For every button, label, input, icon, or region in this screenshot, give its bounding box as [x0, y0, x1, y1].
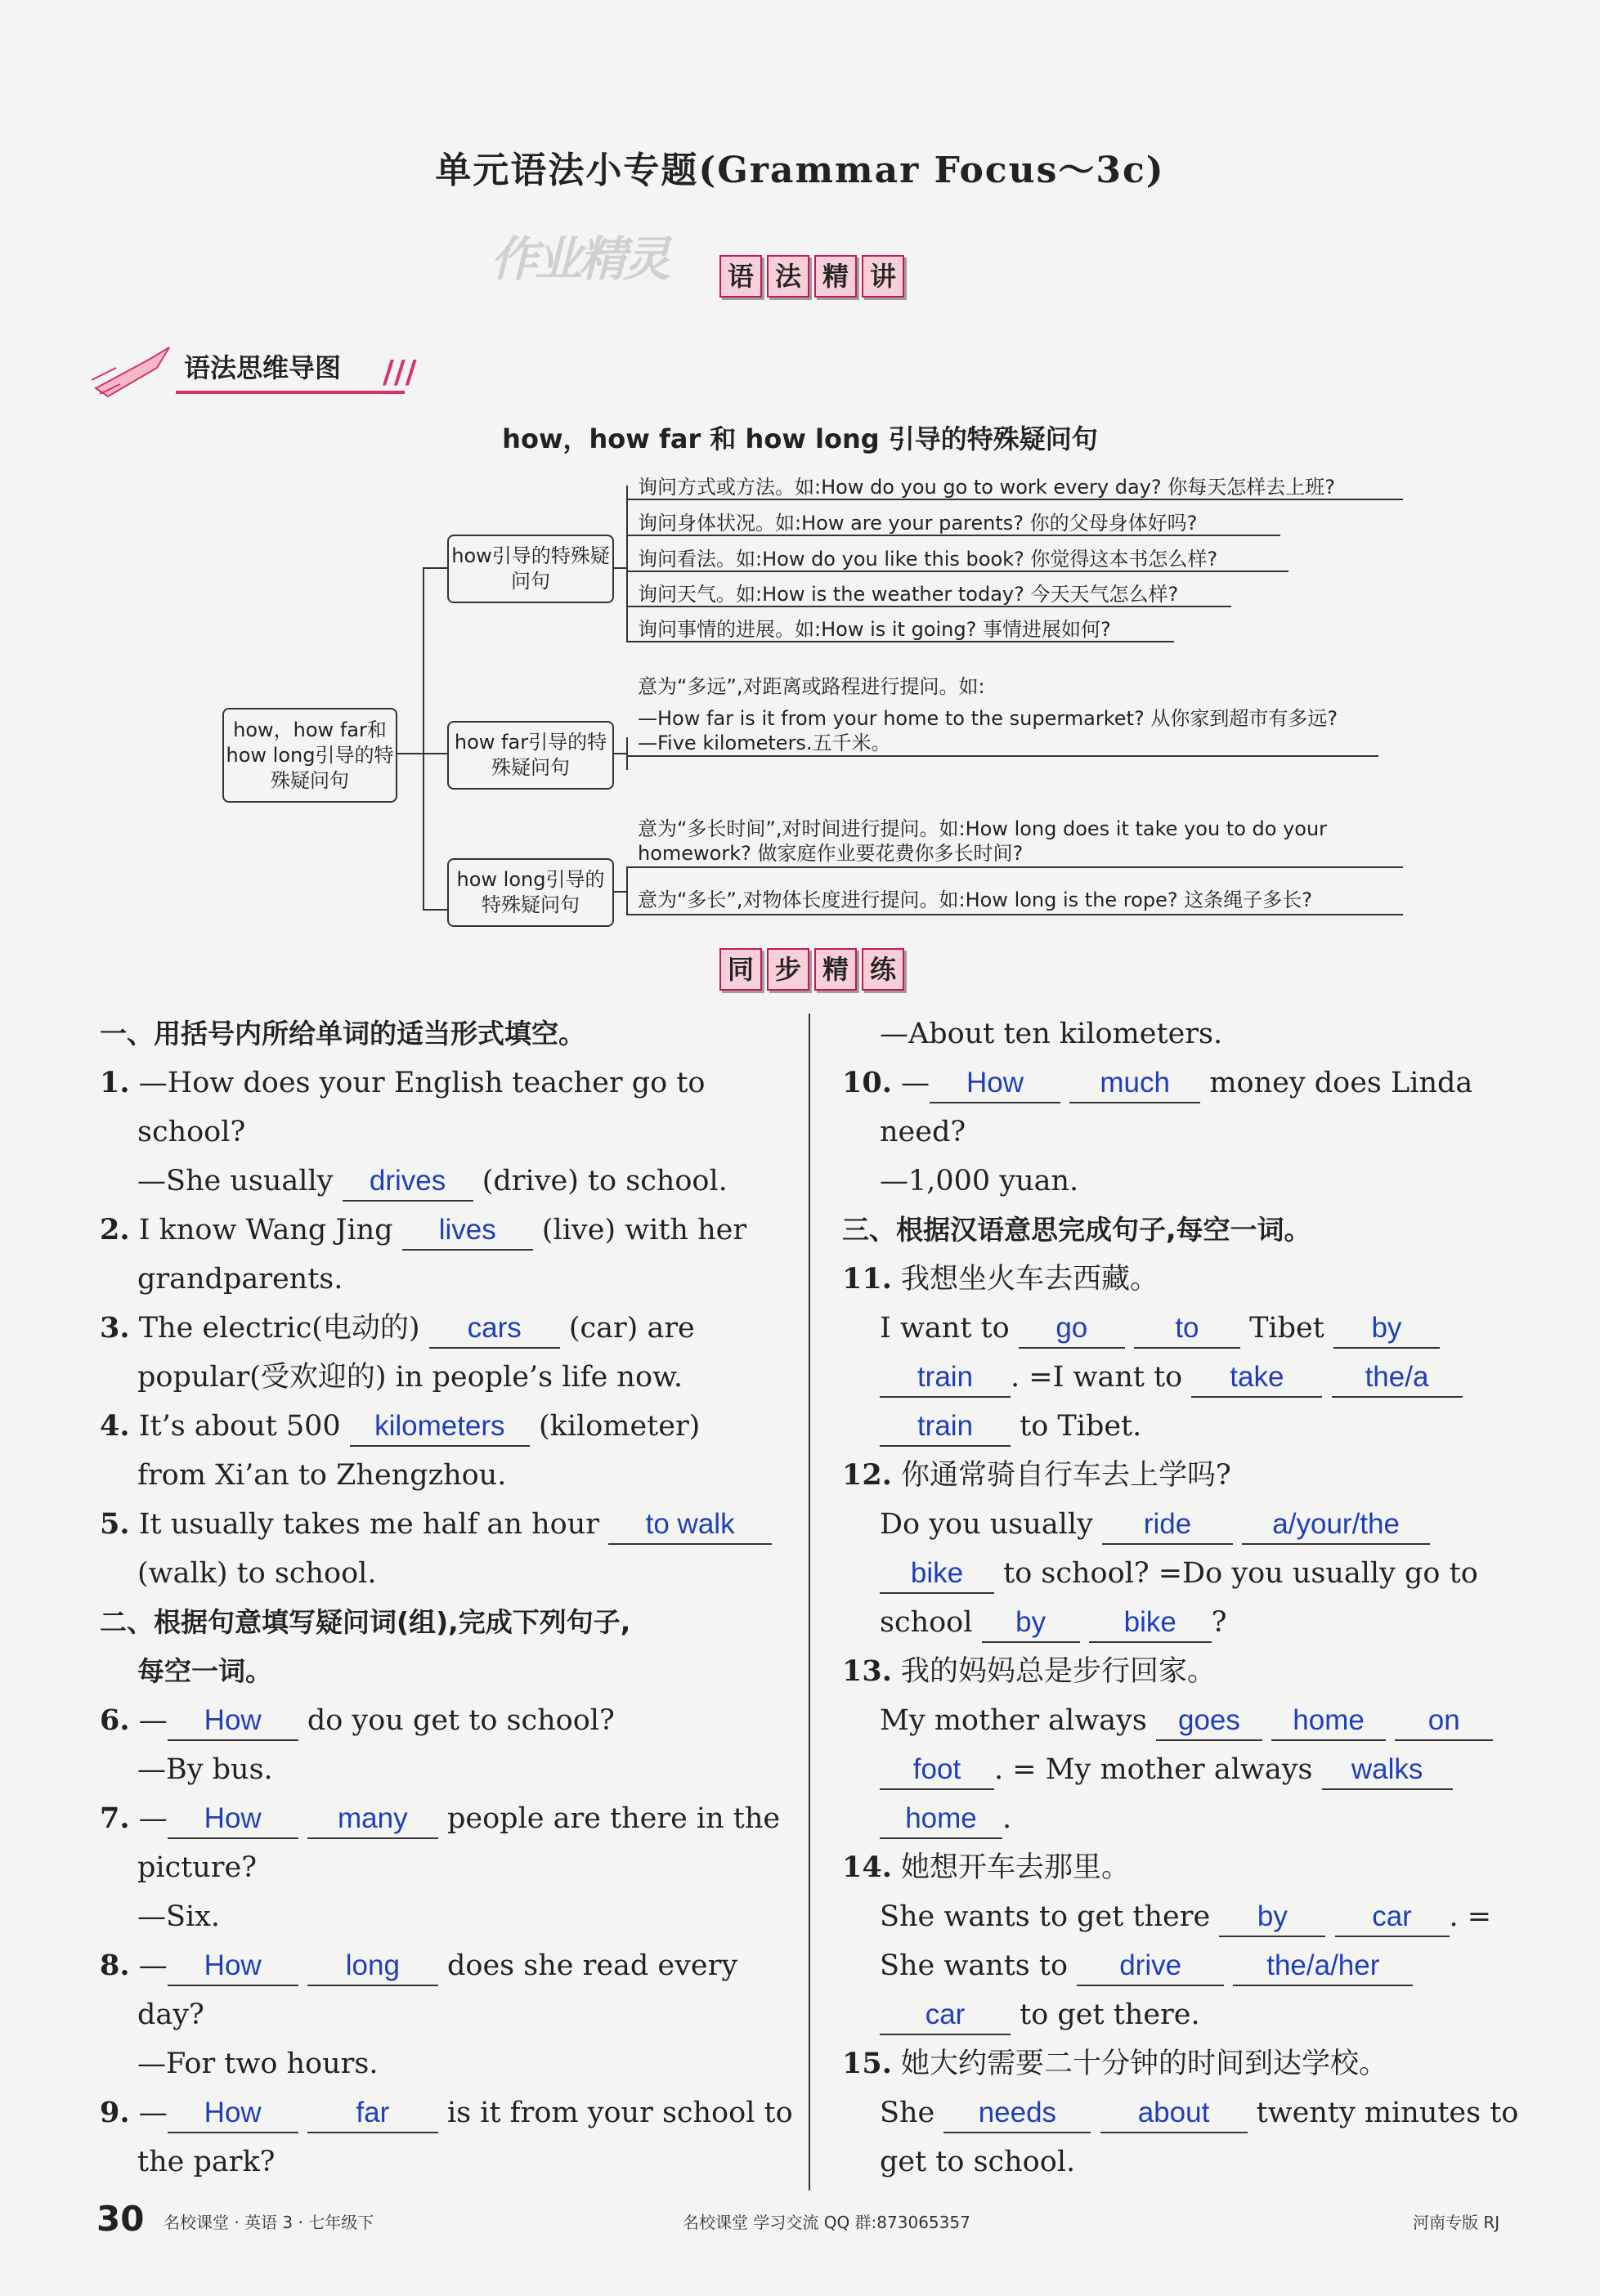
question-9 [100, 2088, 793, 2137]
question-text: ? [1211, 1606, 1227, 1639]
answer-blank[interactable]: walks [1322, 1751, 1453, 1790]
answer-blank[interactable]: home [1271, 1702, 1386, 1741]
question-number: 15. [842, 2047, 892, 2080]
mindmap-how-far-box: how far引导的特殊疑问句 [447, 721, 614, 790]
answer-blank[interactable]: How [168, 1800, 298, 1839]
question-number: 11. [842, 1262, 892, 1296]
answer-blank[interactable]: bike [880, 1555, 994, 1594]
question-1 [100, 1058, 787, 1108]
question-number: 1. [100, 1066, 130, 1099]
answer-blank[interactable]: to [1134, 1309, 1240, 1349]
answer-blank[interactable]: much [1069, 1064, 1200, 1103]
question-line [100, 1255, 787, 1304]
question-text: (drive) to school. [482, 1165, 728, 1197]
answer-blank[interactable]: by [1219, 1898, 1325, 1937]
section-heading: 每空一词。 [137, 1655, 272, 1687]
question-text: is it from your school to [446, 2097, 793, 2129]
answer-blank[interactable]: foot [880, 1751, 994, 1790]
question-text: . [1002, 1802, 1012, 1835]
question-line [842, 1696, 1529, 1745]
question-text: day? [137, 1998, 204, 2031]
connector [612, 567, 627, 569]
question-line [842, 1500, 1529, 1549]
question-number: 7. [100, 1801, 130, 1835]
mindmap-long-line: 意为“多长时间”,对时间进行提问。如:How long does it take you to do your [638, 817, 1328, 840]
question-line [100, 1843, 787, 1892]
question-text: I know Wang Jing [138, 1214, 393, 1246]
question-text: . = [1449, 1900, 1492, 1933]
question-5 [100, 1500, 787, 1549]
dash: — [138, 1802, 168, 1835]
badge-char: 步 [767, 948, 809, 991]
item-underline [626, 535, 1280, 536]
question-text: She wants to get there [880, 1900, 1211, 1933]
badge-char: 语 [719, 255, 762, 298]
answer-blank[interactable]: a/your/the [1242, 1506, 1430, 1545]
question-line [842, 1598, 1529, 1647]
connector [626, 737, 628, 770]
mindmap-how-item: 询问事情的进展。如:How is it going? 事情进展如何? [638, 618, 1111, 641]
question-text: The electric(电动的) [138, 1312, 420, 1345]
badge-char: 精 [814, 948, 857, 991]
dash: — [138, 2097, 168, 2129]
question-number: 3. [100, 1311, 130, 1345]
badge-grammar-explained [719, 255, 904, 298]
question-line [100, 1892, 787, 1941]
question-text: need? [880, 1116, 966, 1148]
question-text: school? [137, 1116, 246, 1148]
answer-blank[interactable]: take [1191, 1358, 1322, 1398]
question-text: to school? =Do you usually go to [1003, 1557, 1478, 1590]
question-3 [100, 1304, 787, 1353]
section-heading: 一、用括号内所给单词的适当形式填空。 [100, 1018, 585, 1050]
mindmap-how-box: how引导的特殊疑问句 [447, 535, 614, 603]
question-text: to get there. [1020, 1998, 1200, 2031]
question-text: popular(受欢迎的) in people’s life now. [137, 1361, 683, 1394]
answer-blank[interactable]: train [880, 1408, 1011, 1447]
connector [612, 753, 627, 754]
mindmap-how-item: 询问看法。如:How do you like this book? 你觉得这本书怎么样? [638, 548, 1218, 571]
answer-blank[interactable]: lives [402, 1211, 533, 1251]
badge-char: 练 [862, 948, 904, 991]
question-line [842, 1108, 1529, 1157]
question-chinese: 她大约需要二十分钟的时间到达学校。 [901, 2048, 1388, 2080]
item-underline [626, 606, 1231, 607]
answer-blank[interactable]: the/a/her [1233, 1947, 1413, 1986]
dash: — [901, 1067, 930, 1099]
answer-blank[interactable]: car [1335, 1898, 1450, 1937]
question-text: . = My mother always [994, 1753, 1313, 1786]
question-text: —Six. [137, 1900, 221, 1933]
question-line [100, 2039, 787, 2088]
watermark: 作业精灵 [491, 231, 668, 287]
question-line [842, 1009, 1529, 1058]
question-line [842, 1892, 1529, 1941]
question-text: grandparents. [137, 1263, 343, 1296]
answer-blank[interactable]: cars [429, 1309, 560, 1349]
question-line [100, 1745, 787, 1794]
question-line [842, 2088, 1529, 2137]
question-text: It’s about 500 [138, 1410, 341, 1443]
item-underline [626, 914, 1403, 915]
section-heading: 三、根据汉语意思完成句子,每空一词。 [842, 1214, 1311, 1246]
question-chinese: 你通常骑自行车去上学吗? [901, 1459, 1231, 1492]
question-line [100, 1549, 787, 1598]
question-text: (walk) to school. [137, 1557, 377, 1590]
footer-left: 名校课堂 · 英语 3 · 七年级下 [164, 2213, 374, 2232]
page-title: 单元语法小专题(Grammar Focus～3c) [435, 150, 1165, 191]
answer-blank[interactable]: How [168, 1702, 298, 1741]
question-line [842, 1402, 1529, 1451]
question-text: does she read every [446, 1949, 738, 1982]
question-text: —About ten kilometers. [880, 1018, 1223, 1050]
question-line [842, 1941, 1529, 1990]
question-text: the park? [137, 2146, 276, 2178]
section-slash: /// [383, 353, 417, 390]
question-text: (live) with her [541, 1214, 747, 1246]
answer-blank[interactable]: the/a [1332, 1358, 1463, 1398]
question-text: twenty minutes to [1256, 2097, 1519, 2129]
right-column [842, 1009, 1529, 2186]
question-chinese: 她想开车去那里。 [901, 1851, 1131, 1884]
section-underline [176, 391, 405, 394]
question-line [842, 1794, 1529, 1843]
question-7 [100, 1794, 787, 1843]
question-text: My mother always [880, 1704, 1147, 1737]
answer-blank[interactable]: How [930, 1064, 1060, 1103]
mindmap-long-line: 意为“多长”,对物体长度进行提问。如:How long is the rope? 这条绳子多长? [638, 888, 1312, 911]
footer-right: 河南专版 RJ [1413, 2213, 1500, 2232]
question-number: 2. [100, 1213, 130, 1246]
question-text: picture? [137, 1851, 258, 1884]
question-text: Do you usually [880, 1508, 1093, 1541]
question-line [842, 1745, 1529, 1794]
answer-blank[interactable]: ride [1102, 1506, 1233, 1545]
question-number: 8. [100, 1949, 130, 1982]
connector [423, 753, 447, 754]
answer-blank[interactable]: by [1333, 1309, 1440, 1349]
question-text: —1,000 yuan. [880, 1165, 1079, 1197]
question-line [842, 1304, 1529, 1353]
question-6 [100, 1696, 787, 1745]
question-text: —By bus. [137, 1753, 273, 1786]
rocket-icon [92, 343, 173, 401]
question-text: I want to [880, 1312, 1010, 1345]
question-number: 13. [842, 1654, 892, 1688]
question-15 [842, 2039, 1529, 2088]
answer-blank[interactable]: home [880, 1800, 1002, 1839]
question-line [100, 2137, 787, 2186]
question-2 [100, 1206, 787, 1255]
answer-blank[interactable]: train [880, 1358, 1011, 1398]
question-chinese: 我想坐火车去西藏。 [901, 1263, 1159, 1296]
question-8 [100, 1941, 787, 1990]
answer-blank[interactable]: needs [943, 2094, 1091, 2133]
column-divider [809, 1014, 810, 2191]
question-11 [842, 1255, 1529, 1304]
page-number: 30 [96, 2199, 145, 2239]
connector [423, 567, 424, 910]
question-text: from Xi’an to Zhengzhou. [137, 1459, 507, 1492]
connector [626, 866, 628, 915]
dash: — [138, 1704, 168, 1737]
question-text: money does Linda [1209, 1067, 1473, 1099]
answer-blank[interactable]: car [880, 1996, 1011, 2035]
connector [612, 891, 627, 893]
connector [396, 753, 424, 754]
question-line [100, 1990, 787, 2039]
question-number: 4. [100, 1409, 130, 1443]
dash: — [138, 1949, 168, 1982]
connector [423, 909, 447, 911]
mindmap-far-line: —Five kilometers.五千米。 [638, 732, 891, 754]
question-text: do you get to school? [307, 1704, 615, 1737]
question-text: get to school. [880, 2146, 1076, 2178]
question-text: (car) are [568, 1312, 695, 1345]
question-line [842, 2137, 1529, 2186]
mindmap-how-long-box: how long引导的特殊疑问句 [447, 858, 614, 927]
answer-blank[interactable]: many [307, 1800, 438, 1839]
badge-char: 法 [767, 255, 809, 298]
question-text: —How does your English teacher go to [138, 1067, 706, 1099]
left-column [100, 1009, 793, 2186]
connector [423, 567, 447, 569]
mindmap-long-line: homework? 做家庭作业要花费你多长时间? [638, 842, 1024, 865]
question-13 [842, 1647, 1529, 1696]
question-number: 14. [842, 1851, 892, 1884]
answer-blank[interactable]: bike [1089, 1604, 1212, 1643]
question-text: school [880, 1606, 973, 1639]
question-chinese: 我的妈妈总是步行回家。 [901, 1655, 1217, 1688]
question-4 [100, 1402, 787, 1451]
question-number: 9. [100, 2096, 130, 2129]
mindmap-how-item: 询问天气。如:How is the weather today? 今天天气怎么样? [638, 583, 1179, 606]
badge-char: 精 [814, 255, 857, 298]
mindmap-far-line: —How far is it from your home to the supermarket? 从你家到超市有多远? [638, 707, 1338, 730]
question-14 [842, 1843, 1529, 1892]
question-10 [842, 1058, 1529, 1108]
question-number: 5. [100, 1507, 130, 1541]
question-12 [842, 1451, 1529, 1500]
question-line [842, 1353, 1529, 1402]
answer-blank[interactable]: drive [1077, 1947, 1224, 1986]
question-text: —For two hours. [137, 2048, 379, 2080]
answer-blank[interactable]: kilometers [350, 1408, 530, 1447]
question-text: people are there in the [446, 1802, 781, 1835]
connector [626, 486, 628, 642]
answer-blank[interactable]: about [1100, 2094, 1248, 2133]
answer-blank[interactable]: goes [1156, 1702, 1262, 1741]
question-text: It usually takes me half an hour [138, 1508, 599, 1541]
question-line [842, 1157, 1529, 1206]
answer-blank[interactable]: How [168, 1947, 298, 1986]
answer-blank[interactable]: How [168, 2094, 298, 2133]
question-text: (kilometer) [538, 1410, 701, 1443]
answer-blank[interactable]: go [1019, 1309, 1125, 1349]
item-underline [626, 571, 1289, 572]
item-underline [626, 641, 1174, 642]
section-heading: 二、根据句意填写疑问词(组),完成下列句子, [100, 1606, 631, 1638]
badge-char: 讲 [862, 255, 904, 298]
mindmap-far-line: 意为“多远”,对距离或路程进行提问。如: [638, 675, 985, 698]
question-text: She wants to [880, 1949, 1069, 1982]
item-underline [626, 499, 1403, 500]
answer-blank[interactable]: long [307, 1947, 438, 1986]
answer-blank[interactable]: on [1395, 1702, 1493, 1741]
section-mindmap-label: 语法思维导图 [184, 352, 342, 383]
footer-center: 名校课堂 学习交流 QQ 群:873065357 [683, 2213, 970, 2232]
question-line [842, 1549, 1529, 1598]
mindmap-title: how，how far 和 how long 引导的特殊疑问句 [502, 423, 1098, 454]
question-text: Tibet [1249, 1312, 1324, 1345]
item-underline [626, 755, 1378, 757]
badge-practice [719, 948, 904, 991]
question-line [100, 1451, 787, 1500]
badge-char: 同 [719, 948, 762, 991]
question-line [842, 1990, 1529, 2039]
question-text: to Tibet. [1020, 1410, 1142, 1443]
answer-blank[interactable]: to walk [608, 1506, 772, 1545]
answer-blank[interactable]: drives [343, 1162, 473, 1202]
mindmap-root-box: how，how far和how long引导的特殊疑问句 [222, 708, 397, 803]
question-number: 12. [842, 1458, 892, 1492]
answer-blank[interactable]: far [307, 2094, 438, 2133]
mindmap-how-item: 询问方式或方法。如:How do you go to work every day? 你每天怎样去上班? [638, 476, 1336, 499]
question-number: 10. [842, 1066, 892, 1099]
question-line [100, 1108, 787, 1157]
question-line [100, 1353, 787, 1402]
question-line [100, 1157, 787, 1206]
question-text: . =I want to [1011, 1361, 1183, 1394]
question-text: She [880, 2097, 935, 2129]
item-underline [626, 866, 1403, 868]
question-text: —She usually [137, 1165, 334, 1197]
mindmap-how-item: 询问身体状况。如:How are your parents? 你的父母身体好吗? [638, 512, 1198, 535]
question-number: 6. [100, 1703, 130, 1737]
answer-blank[interactable]: by [982, 1604, 1080, 1643]
